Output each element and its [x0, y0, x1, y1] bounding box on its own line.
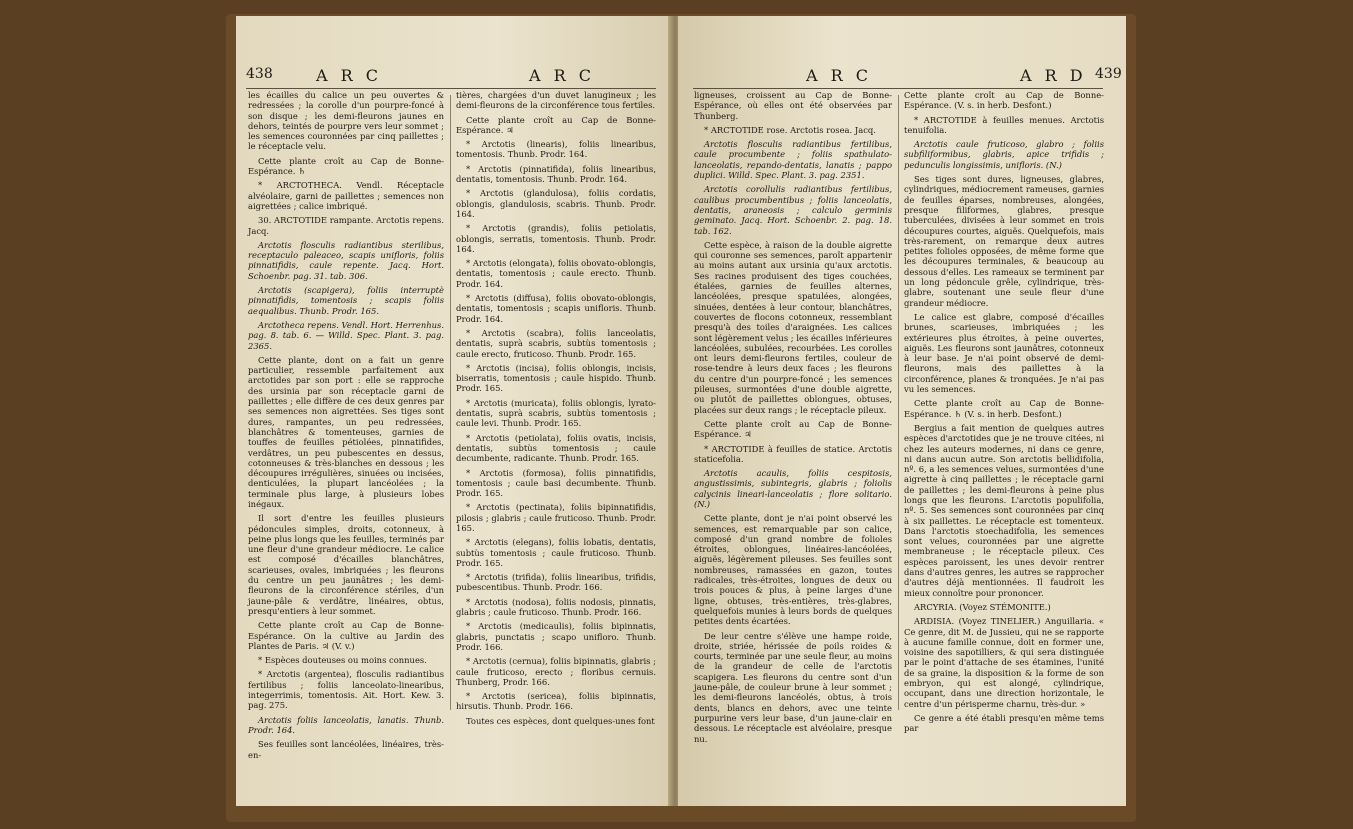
- right-page-column-1: [694, 90, 892, 750]
- paragraph: * Arctotis (glandulosa), foliis cordatis, oblongis, glandulosis, scabris. Thunb. Prodr. 164.: [456, 188, 656, 219]
- paragraph: * Arctotis (elongata), foliis obovato-oblongis, dentatis, tomentosis ; caule erecto. Thunb. Prodr. 164.: [456, 258, 656, 289]
- paragraph: * Arctotis (elegans), foliis lobatis, dentatis, subtùs tomentosis ; caule fruticoso. Thunb. Prodr. 165.: [456, 537, 656, 568]
- paragraph: * Arctotis (nodosa), foliis nodosis, pinnatis, glabris ; caule fruticoso. Thunb. Prodr. 166.: [456, 596, 656, 618]
- paragraph: Ses feuilles sont lancéolées, linéaires, très-en-: [248, 739, 444, 760]
- paragraph: * Arctotis (muricata), foliis oblongis, lyrato-dentatis, suprà scabris, subtùs tomentosis ; caule levi. Thunb. Prodr. 165.: [456, 397, 656, 429]
- paragraph: tières, chargées d'un duvet lanugineux ; les demi-fleurons de la circonférence tous fertiles.: [456, 90, 656, 111]
- left-page-column-2: [456, 90, 656, 750]
- right-running-head-2: A R D: [1020, 66, 1087, 85]
- left-header-rule: [246, 88, 656, 89]
- paragraph: * Arctotis (argentea), flosculis radiantibus fertilibus ; foliis lanceolato-linearibus, integerrimis, tomentosis. Ait. Hort. Kew. 3. pag. 275.: [248, 669, 444, 711]
- paragraph: Cette plante croît au Cap de Bonne-Espérance. ♃: [456, 114, 656, 135]
- left-column-divider: [450, 95, 451, 710]
- paragraph: * ARCTOTIDE rose. Arctotis rosea. Jacq.: [704, 124, 876, 135]
- left-page-number: 438: [246, 66, 273, 82]
- paragraph: ARDISIA. (Voyez TINELIER.) Anguillaria. « Ce genre, dit M. de Jussieu, qui ne se rapporte à aucune famille connue, doit en former une, voisine des sapotilliers, & qui sera distinguée par le point d'attache de ses étamines, l'unité de sa graine, la disposition & la forme de son embryon, qui est alongé, cylindrique, occupant, dans une direction horizontale, le centre d'un périsperme charnu, très-dur. »: [904, 616, 1104, 709]
- paragraph: Arctotis corollulis radiantibus fertilibus, caulibus procumbentibus ; foliis lanceolatis, dentatis, araneosis ; calculo germinis geminato. Jacq. Hort. Schoenbr. 2. pag. 18. tab. 162.: [694, 184, 892, 236]
- paragraph: * Arctotis (trifida), foliis linearibus, trifidis, pubescentibus. Thunb. Prodr. 166.: [456, 572, 656, 593]
- paragraph: les écailles du calice un peu ouvertes & redressées ; la corolle d'un pourpre-foncé à son disque ; les demi-fleurons jaunes en dehors, teintés de pourpre vers leur sommet ; les semences couronnées par cinq paillettes ; le réceptacle velu.: [248, 90, 444, 152]
- paragraph: * Arctotis (diffusa), foliis obovato-oblongis, dentatis, tomentosis ; scapis unifloris. Thunb. Prodr. 164.: [456, 293, 656, 324]
- paragraph: Arctotis flosculis radiantibus sterilibus, receptaculo paleaceo, scapis unifloris, foliis pinnatifidis, caule repente. Jacq. Hort. Schoenbr. pag. 31. tab. 306.: [248, 239, 444, 281]
- paragraph: Arctotis acaulis, foliis cespitosis, angustissimis, subintegris, glabris ; foliolis calycinis lineari-lanceolatis ; flore solitario. (N.): [694, 468, 892, 509]
- paragraph: Arctotis flosculis radiantibus fertilibus, caule procumbente ; foliis spathulato-lanceolatis, repando-dentatis, lanatis ; pappo duplici. Willd. Spec. Plant. 3. pag. 2351.: [694, 139, 892, 181]
- right-running-head-1: A R C: [806, 66, 873, 85]
- right-page-number: 439: [1095, 66, 1122, 82]
- paragraph: * ARCTOTHECA. Vendl. Réceptacle alvéolaire, garni de paillettes ; semences non aigrettées ; calice imbriqué.: [248, 180, 444, 211]
- paragraph: Cette plante, dont on a fait un genre particulier, ressemble parfaitement aux arctotides par son port : elle se rapproche des ursinia par son réceptacle garni de paillettes ; elle diffère de ces deux genres par ses semences non aigrettées. Ses tiges sont dures, rampantes, un peu redressées, blanchâtres & tomenteuses, garnies de touffes de feuilles pétiolées, pinnatifides, verdâtres, un peu pubescentes en dessus, cotonneuses & très-blanches en dessous ; les découpures irrégulières, sinuées ou incisées, denticulées, la plupart lancéolées ; la terminale plus large, à plusieurs lobes inégaux.: [248, 354, 444, 509]
- paragraph: Toutes ces espèces, dont quelques-unes font: [466, 715, 655, 726]
- paragraph: Bergius a fait mention de quelques autres espèces d'arctotides que je ne trouve citées, ni chez les auteurs modernes, ni dans ce genre, ni dans aucun autre. Son arctotis bellidifolia, nº. 6, a les semences velues, surmontées d'une aigrette à cinq paillettes ; le réceptacle garni de paillettes ; les demi-fleurons à peine plus longs que les fleurons. L'arctotis populifolia, nº. 5. Ses semences sont couronnées par cinq à six paillettes. Le réceptacle est tomenteux. Dans l'arctotis stoechadifolia, les semences sont velues, couronnées par une aigrette membraneuse ; le réceptacle pileux. Ces espèces paroissent, les unes devoir rentrer dans d'autres genres, les autres se rapprocher d'autres déjà mentionnées. Il faudroit les mieux connoître pour prononcer.: [904, 422, 1104, 598]
- paragraph: ARCYRIA. (Voyez STÉMONITE.): [914, 601, 1051, 612]
- paragraph: 30. ARCTOTIDE rampante. Arctotis repens. Jacq.: [248, 215, 444, 236]
- paragraph: Ce genre a été établi presqu'en même tems par: [904, 712, 1104, 734]
- right-page-column-2: [904, 90, 1104, 750]
- paragraph: * Arctotis (cernua), foliis bipinnatis, glabris ; caule fruticoso, erecto ; floribus cernuis. Thunberg, Prodr. 166.: [456, 656, 656, 687]
- paragraph: Ses tiges sont dures, ligneuses, glabres, cylindriques, médiocrement rameuses, garnies de feuilles éparses, nombreuses, alongées, presque filiformes, glabres, presque tuberculées, divisées à leur sommet en trois découpures courtes, aiguës. Quelquefois, mais très-rarement, on remarque deux autres petites folioles opposées, de même forme que les découpures terminales, & beaucoup au dessous d'elles. Les rameaux se terminent par un long pédoncule grêle, cylindrique, très-glabre, soutenant une seule fleur d'une grandeur médiocre.: [904, 174, 1104, 308]
- paragraph: Arctotheca repens. Vendl. Hort. Herrenhus. pag. 8. tab. 6. — Willd. Spec. Plant. 3. pag. 2365.: [248, 319, 444, 351]
- paragraph: Le calice est glabre, composé d'écailles brunes, scarieuses, imbriquées ; les extérieures plus étroites, à peine ouvertes, aiguës. Les fleurons sont jaunâtres, cotonneux à leur base. Je n'ai point observé de demi-fleurons, mais des paillettes à la circonférence, planes & tronquées. Je n'ai pas vu les semences.: [904, 311, 1104, 395]
- paragraph: Cette espèce, à raison de la double aigrette qui couronne ses semences, paroît appartenir au moins autant aux ursinia qu'aux arctotis. Ses racines produisent des tiges couchées, étalées, garnies de feuilles alternes, lancéolées, presque spatulées, alongées, sinuées, dentées à leur contour, blanchâtres, couvertes de flocons cotonneux, ressemblant presqu'à des toiles d'araignées. Les calices sont légèrement velus ; les écailles inférieures lancéolées, subulées, recourbées. Les corolles ont leurs demi-fleurons fertiles, couleur de rose-tendre à leurs deux faces ; les fleurons du centre d'un pourpre-foncé ; les semences pileuses, surmontées d'une double aigrette, ou plutôt de paillettes oblongues, obtuses, placées sur deux rangs ; le réceptacle pileux.: [694, 239, 892, 415]
- paragraph: * Arctotis (incisa), foliis oblongis, incisis, biserratis, tomentosis ; caule hispido. Thunb. Prodr. 165.: [456, 362, 656, 394]
- paragraph: * Espèces douteuses ou moins connues.: [258, 655, 427, 666]
- paragraph: * Arctotis (medicaulis), foliis bipinnatis, glabris, punctatis ; scapo unifloro. Thunb. Prodr. 166.: [456, 621, 656, 652]
- paragraph: * Arctotis (formosa), foliis pinnatifidis, tomentosis ; caule basi decumbente. Thunb. Prodr. 165.: [456, 467, 656, 499]
- paragraph: * Arctotis (petiolata), foliis ovatis, incisis, dentatis, subtùs tomentosis ; caule decumbente, radicante. Thunb. Prodr. 165.: [456, 432, 656, 464]
- left-page-column-1: [248, 90, 444, 760]
- paragraph: De leur centre s'élève une hampe roide, droite, striée, hérissée de poils roides & courts, terminée par une seule fleur, au moins de la grandeur de celle de l'arctotis scapigera. Les fleurons du centre sont d'un jaune-pâle, de couleur brune à leur sommet ; les demi-fleurons lancéolés, obtus, à trois dents, blancs en dehors, avec une teinte purpurine vers leur base, d'un jaune-clair en dessous. Le réceptacle est alvéolaire, presque nu.: [694, 630, 892, 744]
- left-running-head-1: A R C: [316, 66, 383, 85]
- paragraph: Arctotis caule fruticoso, glabro ; foliis subfiliformibus, glabris, apice trifidis ; pedunculis longissimis, unifloris. (N.): [904, 139, 1104, 170]
- right-column-divider: [898, 95, 899, 710]
- paragraph: * Arctotis (linearis), foliis linearibus, tomentosis. Thunb. Prodr. 164.: [456, 139, 656, 160]
- paragraph: * Arctotis (grandis), foliis petiolatis, oblongis, serratis, tomentosis. Thunb. Prodr. 164.: [456, 223, 656, 254]
- paragraph: * ARCTOTIDE à feuilles menues. Arctotis tenuifolia.: [904, 114, 1104, 135]
- paragraph: Il sort d'entre les feuilles plusieurs pédoncules simples, droits, cotonneux, à peine plus longs que les feuilles, terminés par une fleur d'une grandeur médiocre. Le calice est composé d'écailles blanchâtres, scarieuses, ovales, imbriquées ; les fleurons du centre un peu jaunâtres ; les demi-fleurons de la circonférence stériles, d'un jaune-pâle & verdâtre, linéaires, obtus, presqu'entiers à leur sommet.: [248, 513, 444, 616]
- paragraph: Cette plante, dont je n'ai point observé les semences, est remarquable par son calice, composé d'un grand nombre de folioles étroites, oblongues, linéaires-lancéolées, aiguës, légèrement pileuses. Ses feuilles sont nombreuses, ramassées en gazon, toutes radicales, très-étroites, longues de deux ou trois pouces & plus, à peine larges d'une ligne, obtuses, très-entières, très-glabres, quelquefois munies à leurs bords de quelques petites dents écartées.: [694, 513, 892, 627]
- paragraph: Cette plante croît au Cap de Bonne-Espérance. ♃: [694, 418, 892, 440]
- paragraph: Arctotis foliis lanceolatis, lanatis. Thunb. Prodr. 164.: [248, 714, 444, 735]
- right-header-rule: [693, 88, 1103, 89]
- paragraph: * Arctotis (sericea), foliis bipinnatis, hirsutis. Thunb. Prodr. 166.: [456, 691, 656, 712]
- paragraph: * Arctotis (scabra), foliis lanceolatis, dentatis, suprà scabris, subtùs tomentosis ; caule erecto, fruticoso. Thunb. Prodr. 165.: [456, 327, 656, 359]
- paragraph: Arctotis (scapigera), foliis interruptè pinnatifidis, tomentosis ; scapis foliis aequalibus. Thunb. Prodr. 165.: [248, 285, 444, 316]
- paragraph: * Arctotis (pectinata), foliis bipinnatifidis, pilosis ; glabris ; caule fruticoso. Thunb. Prodr. 165.: [456, 502, 656, 533]
- paragraph: * ARCTOTIDE à feuilles de statice. Arctotis staticefolia.: [694, 443, 892, 464]
- paragraph: Cette plante croît au Cap de Bonne-Espérance. ♄ (V. s. in herb. Desfont.): [904, 398, 1104, 419]
- left-running-head-2: A R C: [529, 66, 596, 85]
- paragraph: ligneuses, croissent au Cap de Bonne-Espérance, où elles ont été observées par Thunberg.: [694, 90, 892, 121]
- paragraph: Cette plante croît au Cap de Bonne-Espérance. ♄: [248, 155, 444, 177]
- paragraph: * Arctotis (pinnatifida), foliis linearibus, dentatis, tomentosis. Thunb. Prodr. 164.: [456, 163, 656, 185]
- paragraph: Cette plante croît au Cap de Bonne-Espérance. (V. s. in herb. Desfont.): [904, 90, 1104, 111]
- paragraph: Cette plante croît au Cap de Bonne-Espérance. On la cultive au Jardin des Plantes de Paris. ♃ (V. v.): [248, 620, 444, 651]
